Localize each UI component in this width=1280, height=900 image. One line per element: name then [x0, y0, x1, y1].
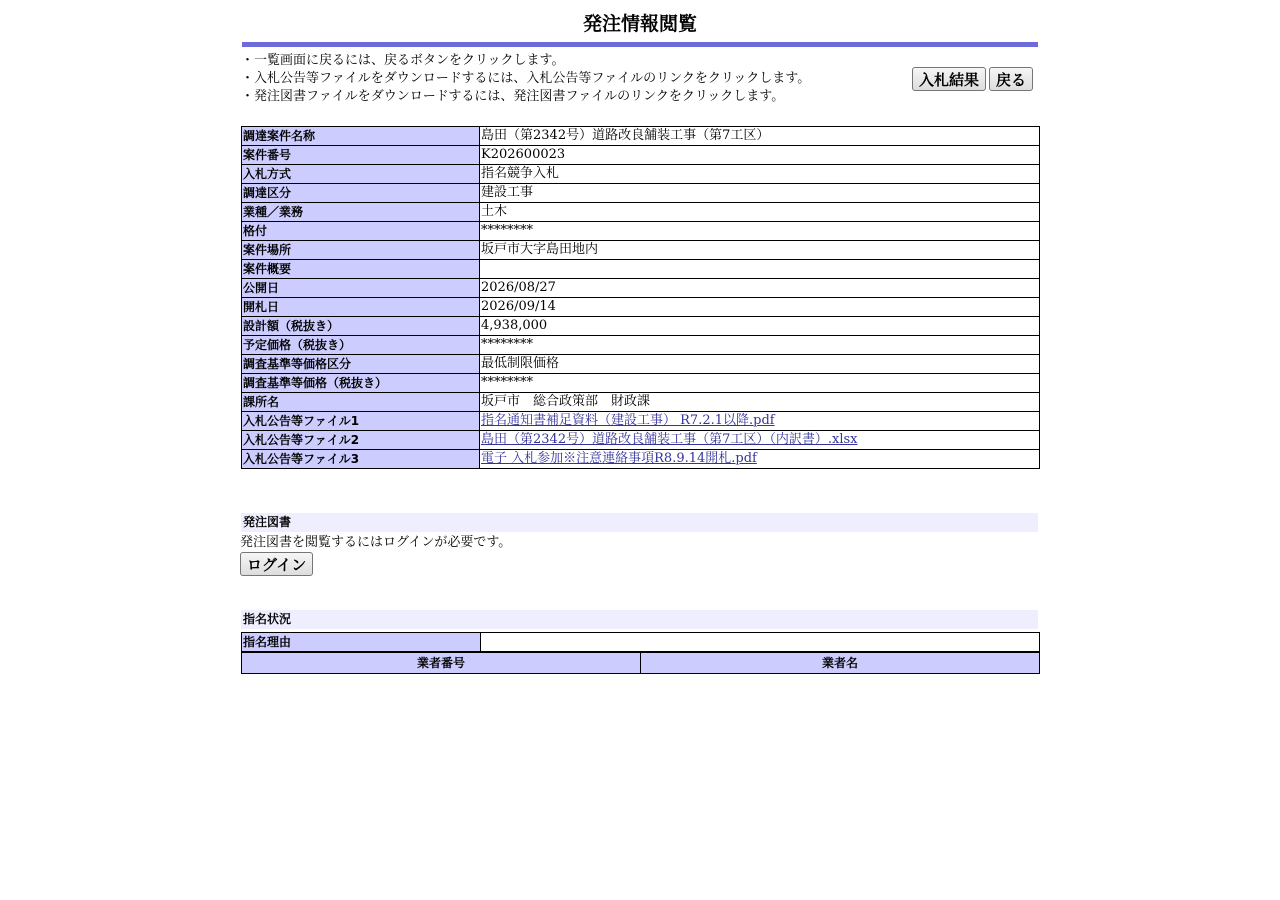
designation-reason-value — [481, 633, 1040, 652]
instruction-line: ・一覧画面に戻るには、戻るボタンをクリックします。 — [241, 53, 565, 68]
info-row — [242, 431, 1040, 450]
info-row-label: 調査基準等価格区分 — [242, 355, 480, 374]
info-row-label: 調達区分 — [242, 184, 480, 203]
info-row-label: 格付 — [242, 222, 480, 241]
info-row-label: 調査基準等価格（税抜き） — [242, 374, 480, 393]
info-row-label: 業種／業務 — [242, 203, 480, 222]
designation-heading: 指名状況 — [241, 610, 1038, 629]
info-row-value — [480, 431, 1040, 450]
info-row — [242, 146, 1040, 165]
file-download-link[interactable]: 電子 入札参加※注意連絡事項R8.9.14開札.pdf — [481, 451, 757, 466]
vendor-table — [241, 652, 1040, 674]
info-row — [242, 298, 1040, 317]
login-required-note: 発注図書を閲覧するにはログインが必要です。 — [240, 535, 512, 550]
instructions — [241, 52, 810, 106]
designation-reason-label: 指名理由 — [242, 633, 481, 652]
info-row-label: 案件番号 — [242, 146, 480, 165]
instruction-line: ・入札公告等ファイルをダウンロードするには、入札公告等ファイルのリンクをクリックします。 — [241, 71, 811, 86]
info-row-value — [480, 260, 1040, 279]
file-download-link[interactable]: 島田（第2342号）道路改良舗装工事（第7工区）（内訳書）.xlsx — [481, 432, 858, 447]
info-row-value: K202600023 — [480, 146, 1040, 165]
info-row — [242, 127, 1040, 146]
instruction-line: ・発注図書ファイルをダウンロードするには、発注図書ファイルのリンクをクリックします。 — [241, 89, 785, 104]
top-button-group — [912, 67, 1033, 91]
info-row-label: 公開日 — [242, 279, 480, 298]
info-row-value: 指名競争入札 — [480, 165, 1040, 184]
info-row-label: 入札公告等ファイル3 — [242, 450, 480, 469]
info-row-value — [480, 412, 1040, 431]
designation-reason-table — [241, 632, 1040, 652]
vendor-number-header: 業者番号 — [242, 653, 641, 674]
info-row — [242, 336, 1040, 355]
info-row-label: 開札日 — [242, 298, 480, 317]
vendor-name-header: 業者名 — [641, 653, 1040, 674]
info-row — [242, 241, 1040, 260]
info-row — [242, 355, 1040, 374]
login-button[interactable]: ログイン — [240, 552, 313, 576]
info-row — [242, 184, 1040, 203]
info-row — [242, 374, 1040, 393]
info-row — [242, 412, 1040, 431]
info-row-label: 入札公告等ファイル1 — [242, 412, 480, 431]
info-row-label: 入札方式 — [242, 165, 480, 184]
info-row-value: ******** — [480, 374, 1040, 393]
order-docs-heading: 発注図書 — [241, 513, 1038, 532]
info-row — [242, 279, 1040, 298]
page-title: 発注情報閲覧 — [582, 13, 697, 35]
info-row-value: ******** — [480, 222, 1040, 241]
info-row-value: 坂戸市大字島田地内 — [480, 241, 1040, 260]
info-row-label: 設計額（税抜き） — [242, 317, 480, 336]
info-row-value: ******** — [480, 336, 1040, 355]
info-row-label: 案件場所 — [242, 241, 480, 260]
info-row-label: 入札公告等ファイル2 — [242, 431, 480, 450]
info-row-value: 4,938,000 — [480, 317, 1040, 336]
info-row — [242, 165, 1040, 184]
info-row-value: 最低制限価格 — [480, 355, 1040, 374]
back-button[interactable]: 戻る — [989, 67, 1033, 91]
info-row-label: 課所名 — [242, 393, 480, 412]
file-download-link[interactable]: 指名通知書補足資料（建設工事） R7.2.1以降.pdf — [481, 413, 775, 428]
info-row-value: 2026/09/14 — [480, 298, 1040, 317]
info-row-value: 坂戸市 総合政策部 財政課 — [480, 393, 1040, 412]
info-row — [242, 317, 1040, 336]
info-row-label: 案件概要 — [242, 260, 480, 279]
info-row — [242, 260, 1040, 279]
title-divider — [242, 42, 1038, 47]
info-row — [242, 450, 1040, 469]
info-row-value: 島田（第2342号）道路改良舗装工事（第7工区） — [480, 127, 1040, 146]
info-row-value: 土木 — [480, 203, 1040, 222]
info-row — [242, 203, 1040, 222]
bid-result-button[interactable]: 入札結果 — [912, 67, 986, 91]
case-info-table — [241, 126, 1040, 469]
info-row-label: 調達案件名称 — [242, 127, 480, 146]
info-row-value — [480, 450, 1040, 469]
info-row-label: 予定価格（税抜き） — [242, 336, 480, 355]
info-row-value: 2026/08/27 — [480, 279, 1040, 298]
info-row — [242, 393, 1040, 412]
info-row — [242, 222, 1040, 241]
info-row-value: 建設工事 — [480, 184, 1040, 203]
